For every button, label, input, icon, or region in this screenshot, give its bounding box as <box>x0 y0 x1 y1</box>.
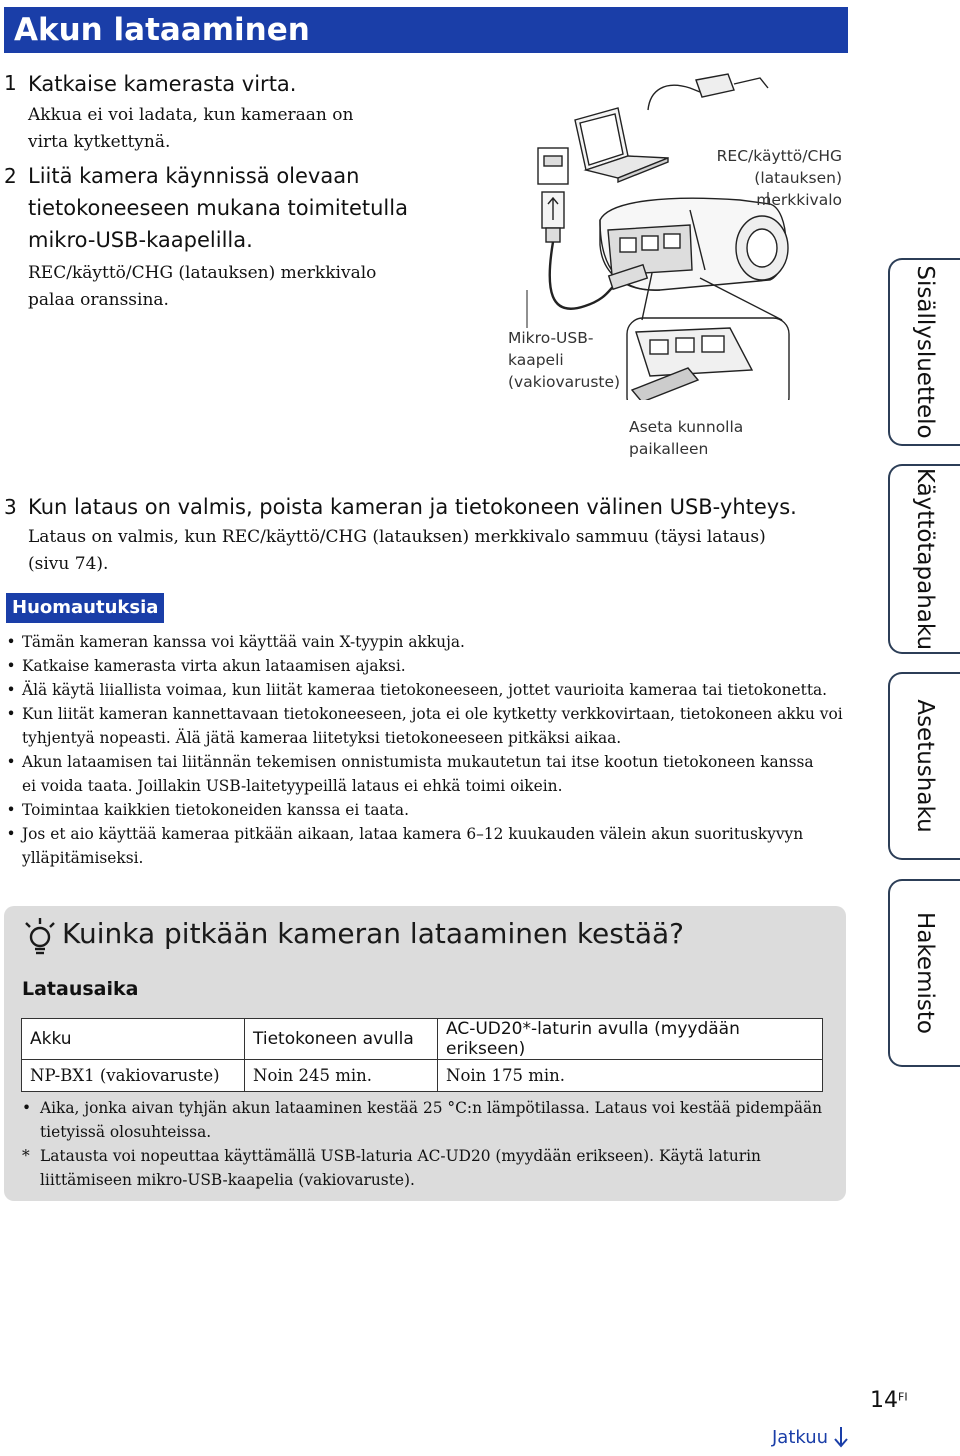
list-item: • Toimintaa kaikkien tietokoneiden kanssa ei taata. <box>6 801 409 819</box>
table-row <box>22 1060 823 1092</box>
usb-plug-illustration <box>538 148 568 242</box>
cable-callout-line: Mikro-USB- <box>508 329 594 347</box>
step-2-heading-line: mikro-USB-kaapelilla. <box>28 228 253 252</box>
list-item: • Katkaise kamerasta virta akun lataamisen ajaksi. <box>6 657 406 675</box>
list-item: • Kun liität kameran kannettavaan tietokoneeseen, jota ei ole kytketty verkkovirtaan, tietokoneen akku voi tyhjentyä nopeasti. Älä jätä kameraa liitetyksi tietokoneeseen pitkäksi aikaa. <box>6 705 843 747</box>
table-header-cell: Tietokoneen avulla <box>245 1019 438 1060</box>
step-2-body-line: palaa oranssina. <box>28 290 169 310</box>
insert-callout <box>629 416 743 460</box>
cable-callout <box>508 327 620 393</box>
step-2-heading-line: Liitä kamera käynnissä olevaan <box>28 164 360 188</box>
list-item: • Akun lataamisen tai liitännän tekemisen onnistumista mukautetun tai itse kootun tietokoneen kanssa ei voida taata. Joillakin USB-laitetyypeillä lataus ei ehkä toimi oikein. <box>6 753 814 795</box>
list-item: • Tämän kameran kanssa voi käyttää vain X-tyypin akkuja. <box>6 633 465 651</box>
step-1-number: 1 <box>4 71 17 95</box>
table-header-cell: AC-UD20*-laturin avulla (myydään erikseen) <box>438 1019 823 1060</box>
cable-callout-line: (vakiovaruste) <box>508 373 621 391</box>
tip-title: Kuinka pitkään kameran lataaminen kestää? <box>62 917 685 950</box>
footnote: • Aika, jonka aivan tyhjän akun lataaminen kestää 25 °C:n lämpötilassa. Lataus voi kestää pidempään tietyissä olosuhteissa. <box>22 1099 823 1141</box>
notes-list <box>4 630 854 870</box>
lamp-callout-line: REC/käyttö/CHG <box>716 147 842 165</box>
table-header-cell: Akku <box>22 1019 245 1060</box>
step-3-number: 3 <box>4 495 17 519</box>
table-cell: NP-BX1 (vakiovaruste) <box>22 1060 245 1092</box>
list-item: • Jos et aio käyttää kameraa pitkään aikaan, lataa kamera 6–12 kuukauden välein akun suorituskyvyn ylläpitämiseksi. <box>6 825 804 867</box>
list-item: • Älä käytä liiallista voimaa, kun liität kameraa tietokoneeseen, jottet vaurioita kameraa tai tietokonetta. <box>6 681 828 699</box>
tab-hakemisto[interactable]: Hakemisto <box>888 879 960 1067</box>
step-1-body-line: Akkua ei voi ladata, kun kameraan on <box>28 105 354 125</box>
lightbulb-hint-icon <box>20 916 60 956</box>
step-2-number: 2 <box>4 164 17 188</box>
lamp-callout <box>678 145 842 211</box>
page-number: $14^{FI}$ <box>870 1388 908 1413</box>
insert-callout-line: Aseta kunnolla <box>629 418 744 436</box>
tab-asetushaku[interactable]: Asetushaku <box>888 672 960 860</box>
step-3-heading: Kun lataus on valmis, poista kameran ja tietokoneen välinen USB-yhteys. <box>28 495 797 519</box>
continue-link[interactable]: Jatkuu <box>772 1425 849 1449</box>
step-1-body <box>28 102 353 156</box>
step-2-body <box>28 260 376 314</box>
tip-subtitle: Latausaika <box>22 978 139 1000</box>
footnote: * Latausta voi nopeuttaa käyttämällä USB-laturia AC-UD20 (myydään erikseen). Käytä laturin liittämiseen mikro-USB-kaapelia (vakiovaruste). <box>22 1147 761 1189</box>
table-header-row <box>22 1019 823 1060</box>
step-3-body-line: (sivu 74). <box>28 554 109 574</box>
notes-label: Huomautuksia <box>6 593 164 623</box>
step-3-body <box>28 524 766 578</box>
laptop-illustration <box>575 108 668 182</box>
table-cell: Noin 245 min. <box>245 1060 438 1092</box>
step-2-body-line: REC/käyttö/CHG (latauksen) merkkivalo <box>28 263 377 283</box>
tab-kayttotapahaku[interactable]: Käyttötapahaku <box>888 464 960 654</box>
step-3-body-line: Lataus on valmis, kun REC/käyttö/CHG (latauksen) merkkivalo sammuu (täysi lataus) <box>28 527 766 547</box>
charging-time-table <box>21 1018 823 1092</box>
tip-footnotes <box>22 1096 832 1192</box>
page-title: Akun lataaminen <box>4 7 848 53</box>
arrow-down-icon <box>833 1425 849 1449</box>
step-2-heading-line: tietokoneeseen mukana toimitetulla <box>28 196 408 220</box>
table-cell: Noin 175 min. <box>438 1060 823 1092</box>
step-1-heading: Katkaise kamerasta virta. <box>28 72 297 96</box>
insert-callout-line: paikalleen <box>629 440 709 458</box>
step-1-body-line: virta kytkettynä. <box>28 132 171 152</box>
tab-sisallysluettelo[interactable]: Sisällysluettelo <box>888 258 960 446</box>
step-2-heading <box>28 160 408 256</box>
cable-callout-line: kaapeli <box>508 351 564 369</box>
lamp-callout-line: (latauksen) merkkivalo <box>754 169 842 209</box>
